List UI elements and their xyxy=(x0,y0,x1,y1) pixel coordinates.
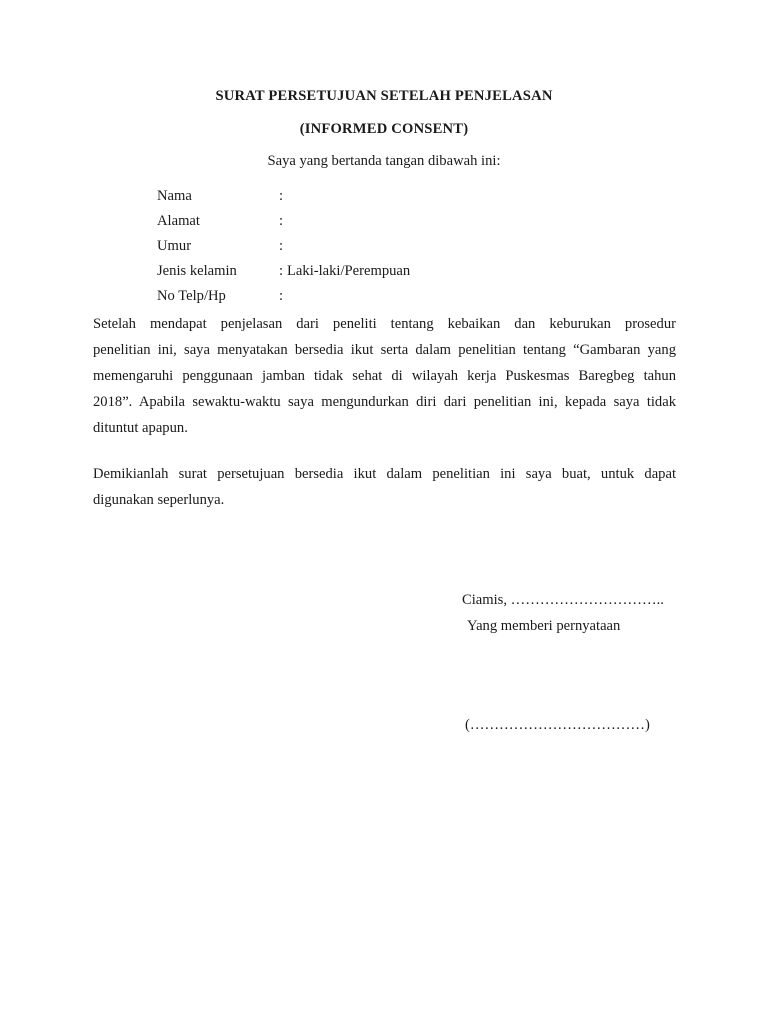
field-colon: : xyxy=(279,213,284,229)
signature-place-date: Ciamis, ………………………….. xyxy=(462,592,664,608)
paragraph-line: penelitian ini, saya menyatakan bersedia ikut serta dalam penelitian tentang “Gambaran yang xyxy=(93,342,676,358)
signature-role: Yang memberi pernyataan xyxy=(467,618,621,634)
field-value: Laki-laki/Perempuan xyxy=(287,263,411,279)
paragraph-line: memengaruhi penggunaan jamban tidak sehat di wilayah kerja Puskesmas Baregbeg tahun xyxy=(93,368,676,384)
paragraph-line: digunakan seperlunya. xyxy=(93,492,225,508)
field-row-no-telp xyxy=(157,288,557,313)
field-row-umur xyxy=(157,238,557,263)
field-label: Nama xyxy=(157,188,192,204)
paragraph-line: dituntut apapun. xyxy=(93,420,188,436)
document-subtitle: (INFORMED CONSENT) xyxy=(299,121,469,137)
field-label: Alamat xyxy=(157,213,200,229)
consent-paragraph xyxy=(93,311,676,441)
field-label: Jenis kelamin xyxy=(157,263,237,279)
signature-name-line: (………………………………) xyxy=(465,717,650,733)
document-title: SURAT PERSETUJUAN SETELAH PENJELASAN xyxy=(215,88,553,104)
paragraph-line: 2018”. Apabila sewaktu-waktu saya mengundurkan diri dari penelitian ini, kepada saya tidak xyxy=(93,394,676,410)
field-colon: : xyxy=(279,288,284,304)
field-row-alamat xyxy=(157,213,557,238)
field-row-nama xyxy=(157,188,557,213)
field-colon: : xyxy=(279,188,284,204)
field-colon: : xyxy=(279,238,284,254)
field-label: Umur xyxy=(157,238,192,254)
field-colon: : xyxy=(279,263,284,279)
identity-fields xyxy=(157,188,557,313)
closing-paragraph xyxy=(93,461,676,513)
intro-text: Saya yang bertanda tangan dibawah ini: xyxy=(267,153,501,169)
field-label: No Telp/Hp xyxy=(157,288,226,304)
paragraph-line: Demikianlah surat persetujuan bersedia ikut dalam penelitian ini saya buat, untuk dapat xyxy=(93,466,676,482)
paragraph-line: Setelah mendapat penjelasan dari peneliti tentang kebaikan dan keburukan prosedur xyxy=(93,316,676,332)
field-row-jenis-kelamin xyxy=(157,263,557,288)
